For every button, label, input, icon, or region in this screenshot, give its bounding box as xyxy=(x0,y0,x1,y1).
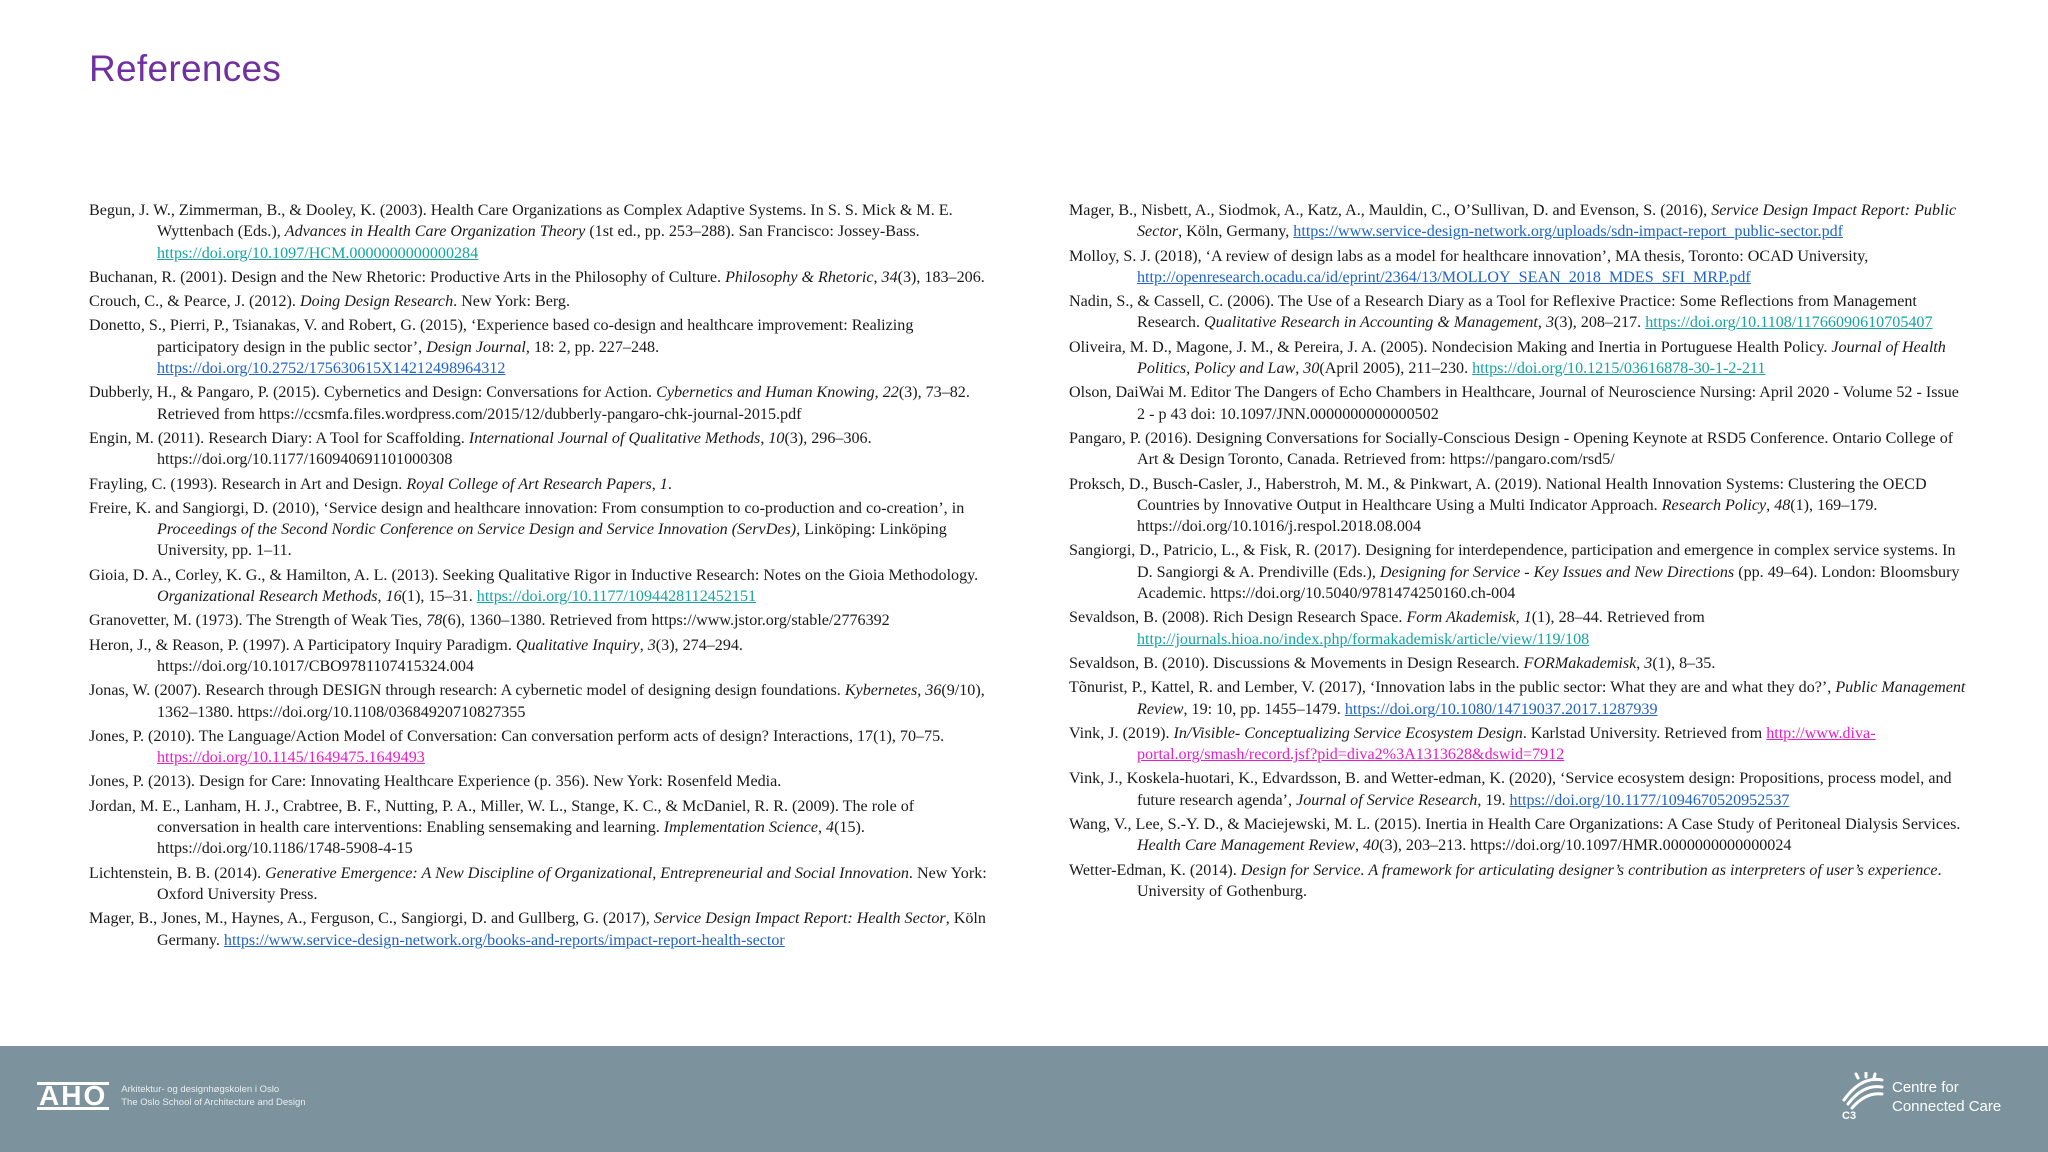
reference-it: Form Akademisk xyxy=(1406,609,1516,627)
reference-post: , xyxy=(377,588,386,606)
reference-post-2: (April 2005), 211–230. xyxy=(1319,360,1473,378)
reference-post: , xyxy=(639,636,648,654)
reference-pre: Lichtenstein, B. B. (2014). xyxy=(89,864,266,882)
reference-pre: Granovetter, M. (1973). The Strength of Weak Ties, xyxy=(89,612,427,630)
reference-it-2: 34 xyxy=(881,268,898,286)
c3-logo-text xyxy=(1892,1078,2001,1116)
reference-link[interactable]: https://doi.org/10.2752/175630615X14212498964312 xyxy=(157,360,506,378)
reference-it: Journal of Service Research xyxy=(1296,791,1478,809)
reference-it-2: 16 xyxy=(385,588,402,606)
reference-post: . University of Gothenburg. xyxy=(1137,861,1942,900)
reference-post-2: (1), 15–31. xyxy=(401,588,477,606)
reference-pre: Dubberly, H., & Pangaro, P. (2015). Cybernetics and Design: Conversations for Action. xyxy=(89,384,657,402)
reference-it: Service Design Impact Report: Health Sector xyxy=(653,910,946,928)
reference-it: Royal College of Art Research Papers xyxy=(406,475,652,493)
reference-post-2: (1), 169–179. https://doi.org/10.1016/j.respol.2018.08.004 xyxy=(1137,496,1878,536)
reference-post: , xyxy=(1515,609,1524,627)
reference-link[interactable]: http://www.diva-portal.org/smash/record.jsf?pid=diva2%3A1313628&dswid=7912 xyxy=(1137,724,1876,764)
reference-link[interactable]: https://www.service-design-network.org/uploads/sdn-impact-report_public-sector.pdf xyxy=(1293,223,1844,241)
aho-logo-text xyxy=(121,1083,305,1109)
reference-it: Implementation Science xyxy=(663,819,818,837)
reference-entry xyxy=(89,771,989,792)
reference-pre: Sevaldson, B. (2008). Rich Design Research Space. xyxy=(1069,609,1407,627)
reference-it-2: 3 xyxy=(1545,314,1554,332)
reference-pre: Sangiorgi, D., Patricio, L., & Fisk, R. (2017). Designing for interdependence, participation and emergence in complex service systems. In D. Sangiorgi & A. Prendiville (Eds.), xyxy=(1069,542,1956,581)
reference-pre: Jones, P. (2013). Design for Care: Innovating Healthcare Experience (p. 356). New York: Rosenfeld Media. xyxy=(89,773,782,791)
reference-it-2: 22 xyxy=(882,384,899,402)
reference-pre: Freire, K. and Sangiorgi, D. (2010), ‘Service design and healthcare innovation: From consumption to co-production and co-creation’, in xyxy=(89,499,965,517)
reference-it: Philosophy & Rhetoric xyxy=(725,268,874,286)
reference-it: International Journal of Qualitative Methods xyxy=(468,429,761,447)
reference-it: FORMakademisk xyxy=(1523,654,1637,672)
aho-logo-mark: AHO xyxy=(39,1080,108,1111)
reference-post-2: (3), 73–82. Retrieved from https://ccsmfa.files.wordpress.com/2015/12/dubberly-pangaro-chk-journal-2015.pdf xyxy=(157,384,970,423)
reference-entry xyxy=(89,428,989,471)
reference-pre: Nadin, S., & Cassell, C. (2006). The Use of a Research Diary as a Tool for Reflexive Practice: Some Reflections from Management Research. xyxy=(1069,293,1917,332)
reference-it: Service Design Impact Report: Public Sector xyxy=(1137,202,1957,241)
reference-post: , xyxy=(1766,496,1775,514)
reference-it: Design Journal xyxy=(426,338,526,356)
reference-post: (pp. 49–64). London: Bloomsbury Academic. https://doi.org/10.5040/9781474250160.ch-004 xyxy=(1137,563,1960,603)
reference-link[interactable]: https://doi.org/10.1177/1094670520952537 xyxy=(1509,791,1790,809)
reference-entry xyxy=(89,796,989,860)
reference-post: , xyxy=(817,819,827,837)
reference-entry xyxy=(89,200,989,264)
reference-entry xyxy=(89,291,989,312)
reference-link[interactable]: https://doi.org/10.1145/1649475.1649493 xyxy=(157,749,425,767)
reference-post: , xyxy=(1636,654,1645,672)
reference-entry xyxy=(1069,540,1969,604)
reference-post: . New York: Berg. xyxy=(453,293,570,311)
reference-post: , xyxy=(651,475,660,493)
reference-post-2: (3), 274–294. https://doi.org/10.1017/CBO9781107415324.004 xyxy=(157,636,743,675)
reference-it: Research Policy xyxy=(1661,496,1767,514)
reference-entry xyxy=(89,565,989,608)
reference-it-2: 1 xyxy=(659,475,668,493)
reference-entry xyxy=(1069,337,1969,380)
reference-pre: Vink, J., Koskela-huotari, K., Edvardsson, B. and Wetter-edman, K. (2020), ‘Service ecosystem design: Propositions, process model, and future research agenda’, xyxy=(1069,770,1952,809)
reference-pre: Jones, P. (2010). The Language/Action Model of Conversation: Can conversation perform acts of design? Interactions, 17(1), 70–75. xyxy=(89,727,945,745)
c3-line-1: Centre for xyxy=(1892,1079,1959,1096)
footer-bar xyxy=(0,1046,2048,1152)
reference-post: . New York: Oxford University Press. xyxy=(157,864,987,903)
reference-entry xyxy=(1069,768,1969,811)
c3-connected-care-icon xyxy=(1836,1072,1886,1122)
reference-post: , Köln, Germany, xyxy=(1178,223,1294,241)
reference-it: 78 xyxy=(426,612,443,630)
reference-post: , 18: 2, pp. 227–248. xyxy=(525,338,660,356)
reference-entry xyxy=(89,908,989,951)
reference-it: Qualitative Research in Accounting & Management xyxy=(1204,314,1538,332)
reference-post: , xyxy=(1537,314,1546,332)
reference-post: , xyxy=(1295,360,1304,378)
reference-it-2: 4 xyxy=(826,819,835,837)
reference-post-2: (3), 203–213. https://doi.org/10.1097/HMR.0000000000000024 xyxy=(1379,837,1792,855)
reference-pre: Vink, J. (2019). xyxy=(1069,724,1174,742)
reference-pre: Crouch, C., & Pearce, J. (2012). xyxy=(89,293,300,311)
reference-it-2: 3 xyxy=(1644,654,1653,672)
reference-post-2: (1), 8–35. xyxy=(1652,654,1716,672)
reference-post: , 19. xyxy=(1477,791,1510,809)
reference-link[interactable]: https://doi.org/10.1080/14719037.2017.1287939 xyxy=(1344,700,1658,718)
reference-it: Public Management Review xyxy=(1137,679,1966,718)
reference-entry xyxy=(89,635,989,678)
reference-link[interactable]: https://doi.org/10.1097/HCM.0000000000000284 xyxy=(157,244,479,262)
reference-pre: Tõnurist, P., Kattel, R. and Lember, V. (2017), ‘Innovation labs in the public sector: What they are and what they do?’, xyxy=(1069,679,1836,697)
reference-pre: Begun, J. W., Zimmerman, B., & Dooley, K. (2003). Health Care Organizations as Complex Adaptive Systems. In S. S. Mick & M. E. Wyttenbach (Eds.), xyxy=(89,202,953,241)
reference-it: Health Care Management Review xyxy=(1137,837,1355,855)
reference-entry xyxy=(89,382,989,425)
reference-post: , 19: 10, pp. 1455–1479. xyxy=(1183,700,1345,718)
reference-post-2: (15). https://doi.org/10.1186/1748-5908-4-15 xyxy=(157,819,865,858)
reference-post-2: (3), 208–217. xyxy=(1554,314,1646,332)
reference-it-2: 48 xyxy=(1774,496,1791,514)
reference-entry xyxy=(89,498,989,562)
reference-entry xyxy=(1069,428,1969,471)
c3-line-2: Connected Care xyxy=(1892,1098,2002,1115)
reference-entry xyxy=(89,863,989,906)
reference-it: Proceedings of the Second Nordic Conference on Service Design and Service Innovation (ServDes), xyxy=(157,521,801,539)
reference-entry xyxy=(1069,200,1969,243)
reference-entry xyxy=(89,680,989,723)
reference-link[interactable]: http://journals.hioa.no/index.php/formakademisk/article/view/119/108 xyxy=(1137,630,1590,648)
reference-it: Designing for Service - Key Issues and New Directions xyxy=(1379,563,1735,581)
reference-post: , xyxy=(917,682,926,700)
references-left-column xyxy=(89,200,989,954)
reference-it: Cybernetics and Human Knowing xyxy=(656,384,875,402)
c3-logo xyxy=(1836,1072,2001,1122)
reference-entry xyxy=(1069,677,1969,720)
reference-pre: Pangaro, P. (2016). Designing Conversations for Socially-Conscious Design - Opening Keynote at RSD5 Conference. Ontario College of Art & Design Toronto, Canada. Retrieved from: https://pangaro.com/rsd5/ xyxy=(1069,429,1954,469)
reference-link[interactable]: http://openresearch.ocadu.ca/id/eprint/2364/13/MOLLOY_SEAN_2018_MDES_SFI_MRP.pdf xyxy=(1137,268,1751,286)
reference-post-2: . xyxy=(667,475,672,493)
reference-post: (6), 1360–1380. Retrieved from https://www.jstor.org/stable/2776392 xyxy=(442,612,890,630)
reference-pre: Wetter-Edman, K. (2014). xyxy=(1069,861,1241,879)
reference-link[interactable]: https://doi.org/10.1108/11766090610705407 xyxy=(1645,314,1933,332)
reference-it: Journal of Health Politics, Policy and Law xyxy=(1137,338,1946,378)
reference-entry xyxy=(1069,382,1969,425)
reference-pre: Jordan, M. E., Lanham, H. J., Crabtree, B. F., Nutting, P. A., Miller, W. L., Stange, K. C., & McDaniel, R. R. (2009). The role of conversation in health care interventions: Enabling sensemaking and learning. xyxy=(89,797,915,837)
reference-it-2: 30 xyxy=(1303,360,1320,378)
reference-post: Linköping: Linköping University, pp. 1–11. xyxy=(157,521,947,560)
reference-post-2: (1), 28–44. Retrieved from xyxy=(1531,609,1705,627)
reference-it-2: 40 xyxy=(1363,837,1380,855)
reference-it: Kybernetes xyxy=(844,682,918,700)
reference-it: Design for Service. A framework for articulating designer’s contribution as interpreters of user’s experience xyxy=(1240,861,1938,879)
reference-it: Organizational Research Methods xyxy=(157,588,378,606)
reference-it: In/Visible- Conceptualizing Service Ecosystem Design xyxy=(1173,724,1523,742)
reference-pre: Heron, J., & Reason, P. (1997). A Participatory Inquiry Paradigm. xyxy=(89,636,516,654)
reference-pre: Oliveira, M. D., Magone, J. M., & Pereira, J. A. (2005). Nondecision Making and Inertia in Portuguese Health Policy. xyxy=(1069,338,1832,356)
reference-pre: Jonas, W. (2007). Research through DESIGN through research: A cybernetic model of designing design foundations. xyxy=(89,682,845,700)
reference-it: Advances in Health Care Organization Theory xyxy=(284,223,586,241)
reference-entry xyxy=(1069,814,1969,857)
reference-pre: Engin, M. (2011). Research Diary: A Tool for Scaffolding. xyxy=(89,429,469,447)
reference-pre: Frayling, C. (1993). Research in Art and Design. xyxy=(89,475,407,493)
page-title: References xyxy=(89,48,282,89)
aho-name-english: The Oslo School of Architecture and Design xyxy=(121,1097,306,1108)
aho-logo xyxy=(37,1082,306,1110)
reference-entry xyxy=(1069,860,1969,903)
reference-pre: Proksch, D., Busch-Casler, J., Haberstroh, M. M., & Pinkwart, A. (2019). National Health Innovation Systems: Clustering the OECD Countries by Innovative Output in Healthcare Using a Multi Indicator Approach. xyxy=(1069,475,1927,514)
reference-link[interactable]: https://doi.org/10.1215/03616878-30-1-2-211 xyxy=(1472,360,1766,378)
reference-entry xyxy=(1069,246,1969,289)
c3-badge-text: C3 xyxy=(1842,1110,1857,1122)
reference-link[interactable]: https://doi.org/10.1177/1094428112452151 xyxy=(476,588,757,606)
reference-it: Generative Emergence: A New Discipline of Organizational, Entrepreneurial and Social Innovation xyxy=(265,864,909,882)
reference-entry xyxy=(89,610,989,631)
reference-pre: Molloy, S. J. (2018), ‘A review of design labs as a model for healthcare innovation’, MA thesis, Toronto: OCAD University, xyxy=(1069,247,1869,265)
aho-name-norwegian: Arkitektur- og designhøgskolen i Oslo xyxy=(121,1084,280,1095)
reference-it-2: 3 xyxy=(647,636,656,654)
reference-post: . Karlstad University. Retrieved from xyxy=(1522,724,1767,742)
reference-pre: Donetto, S., Pierri, P., Tsianakas, V. and Robert, G. (2015), ‘Experience based co-design and healthcare improvement: Realizing participatory design in the public sector’, xyxy=(89,317,914,356)
reference-post: (1st ed., pp. 253–288). San Francisco: Jossey-Bass. xyxy=(585,223,920,241)
reference-post: , xyxy=(760,429,769,447)
reference-it-2: 10 xyxy=(768,429,785,447)
reference-pre: Buchanan, R. (2001). Design and the New Rhetoric: Productive Arts in the Philosophy of Culture. xyxy=(89,268,726,286)
reference-pre: Sevaldson, B. (2010). Discussions & Movements in Design Research. xyxy=(1069,654,1524,672)
reference-post: , xyxy=(873,268,882,286)
reference-post-2: (9/10), 1362–1380. https://doi.org/10.1108/03684920710827355 xyxy=(157,682,985,721)
reference-entry xyxy=(1069,291,1969,334)
reference-it-2: 36 xyxy=(925,682,942,700)
reference-it: Qualitative Inquiry xyxy=(515,636,640,654)
reference-entry xyxy=(1069,653,1969,674)
reference-pre: Wang, V., Lee, S.-Y. D., & Maciejewski, M. L. (2015). Inertia in Health Care Organizations: A Case Study of Peritoneal Dialysis Services. xyxy=(1069,816,1961,834)
reference-it: Doing Design Research xyxy=(299,293,454,311)
reference-link[interactable]: https://www.service-design-network.org/books-and-reports/impact-report-health-sector xyxy=(223,931,785,949)
reference-pre: Olson, DaiWai M. Editor The Dangers of Echo Chambers in Healthcare, Journal of Neuroscience Nursing: April 2020 - Volume 52 - Issue 2 - p 43 doi: 10.1097/JNN.0000000000000502 xyxy=(1069,384,1959,423)
reference-entry xyxy=(89,474,989,495)
reference-post-2: (3), 296–306. https://doi.org/10.1177/160940691101000308 xyxy=(157,429,872,469)
reference-post-2: (3), 183–206. xyxy=(897,268,985,286)
reference-post: , xyxy=(1354,837,1363,855)
reference-it-2: 1 xyxy=(1523,609,1532,627)
references-right-column xyxy=(1069,200,1969,905)
reference-entry xyxy=(89,726,989,769)
reference-pre: Mager, B., Nisbett, A., Siodmok, A., Katz, A., Mauldin, C., O’Sullivan, D. and Evenson, S. (2016), xyxy=(1069,202,1712,219)
reference-entry xyxy=(1069,474,1969,538)
reference-pre: Gioia, D. A., Corley, K. G., & Hamilton, A. L. (2013). Seeking Qualitative Rigor in Inductive Research: Notes on the Gioia Methodology. xyxy=(89,566,979,584)
reference-entry xyxy=(89,267,989,288)
reference-entry xyxy=(89,315,989,379)
reference-post: , Köln Germany. xyxy=(157,910,986,949)
reference-post: , xyxy=(874,384,883,402)
reference-pre: Mager, B., Jones, M., Haynes, A., Ferguson, C., Sangiorgi, D. and Gullberg, G. (2017), xyxy=(89,910,654,928)
reference-entry xyxy=(1069,607,1969,650)
reference-entry xyxy=(1069,723,1969,766)
